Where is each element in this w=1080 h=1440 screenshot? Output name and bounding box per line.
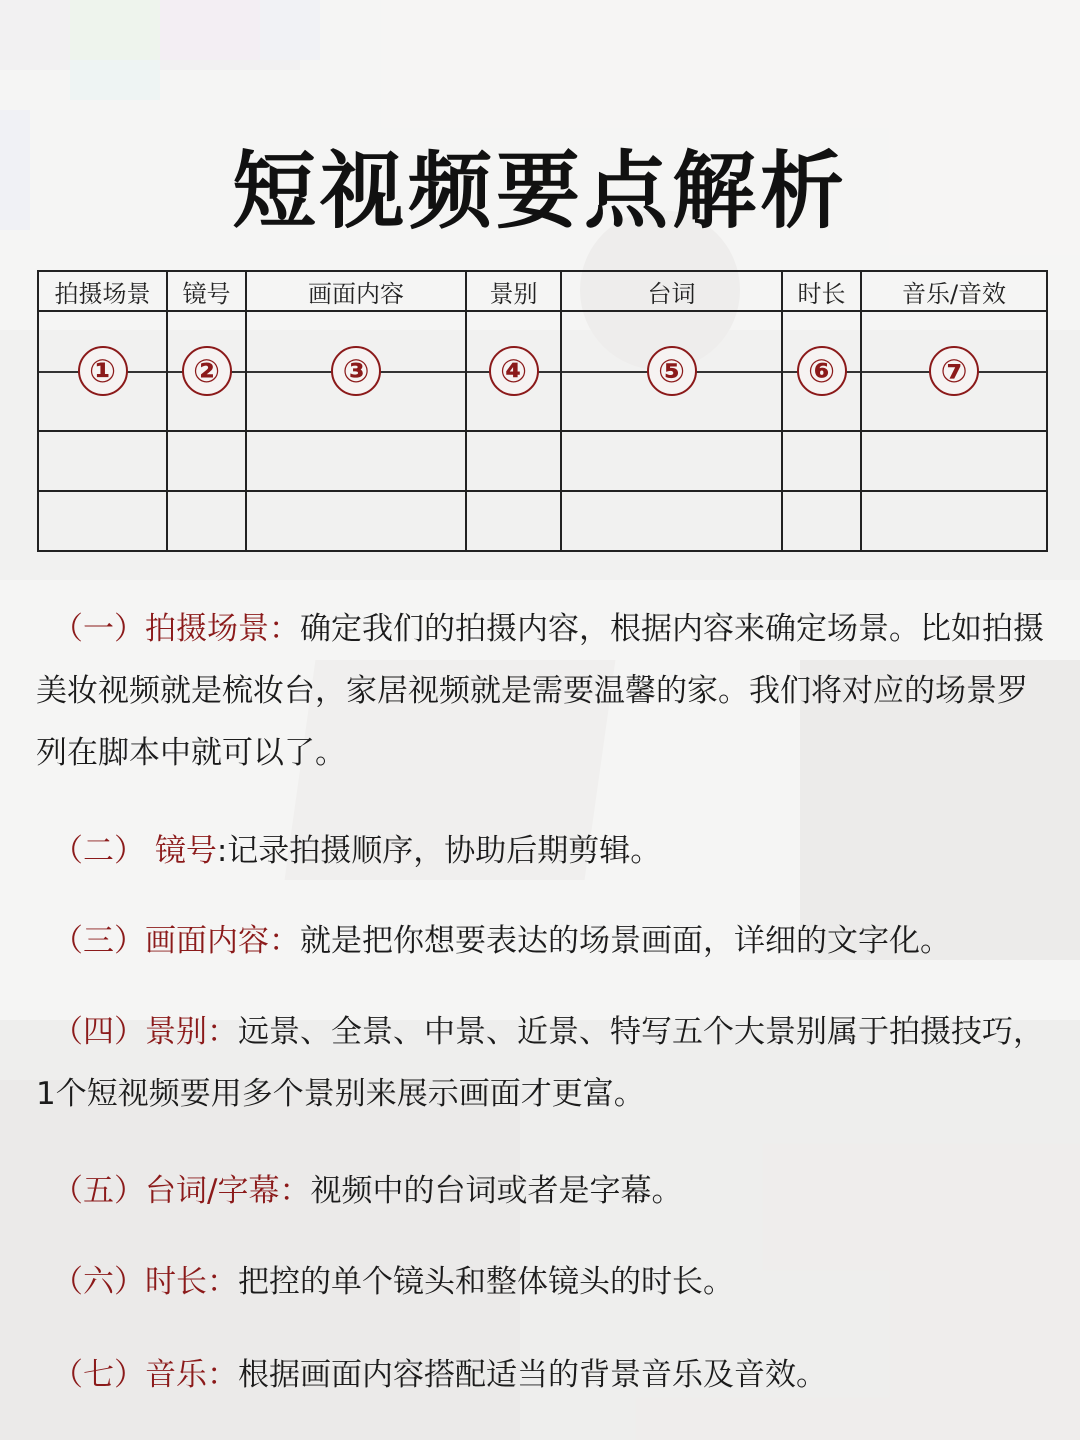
- table-cell: [561, 311, 782, 431]
- header-duration: 时长: [782, 271, 861, 311]
- note-text: 把控的单个镜头和整体镜头的时长。: [238, 1264, 734, 1300]
- marker-6: ⑥: [797, 346, 847, 396]
- table-header-row: [38, 271, 1047, 311]
- header-lines: 台词: [561, 271, 782, 311]
- header-picture-content: 画面内容: [246, 271, 466, 311]
- table-cell: [782, 491, 861, 551]
- table-cell: [861, 311, 1047, 431]
- note-label: （五）台词/字幕：: [52, 1173, 311, 1209]
- marker-3: ③: [331, 346, 381, 396]
- table-cell: [167, 491, 246, 551]
- marker-2: ②: [182, 346, 232, 396]
- note-label: （二） 镜号: [52, 833, 217, 869]
- table-cell: [782, 311, 861, 431]
- note-shot-number: [36, 820, 661, 882]
- note-label: （六）时长：: [52, 1264, 238, 1300]
- header-music-sfx: 音乐/音效: [861, 271, 1047, 311]
- table-cell: [167, 431, 246, 491]
- table-cell: [466, 491, 561, 551]
- table-cell: [167, 311, 246, 431]
- note-text: :记录拍摄顺序，协助后期剪辑。: [216, 833, 662, 869]
- script-template-table: [37, 270, 1048, 552]
- note-label: （四）景别：: [52, 1014, 238, 1050]
- table-cell: [861, 491, 1047, 551]
- table-cell: [38, 431, 167, 491]
- note-text: 远景、全景、中景、近景、特写五个大景别属于拍摄技巧，1个短视频要用多个景别来展示画面才更富。: [36, 1014, 1044, 1112]
- table-cell: [561, 431, 782, 491]
- table-cell: [561, 491, 782, 551]
- note-picture-content: [36, 910, 951, 972]
- marker-1: ①: [78, 346, 128, 396]
- table-cell: [246, 491, 466, 551]
- table-cell: [782, 431, 861, 491]
- marker-7: ⑦: [929, 346, 979, 396]
- table-cell: [38, 491, 167, 551]
- page-title: 短视频要点解析: [231, 142, 848, 241]
- note-shooting-scene: [36, 598, 1048, 784]
- note-label: （三）画面内容：: [52, 923, 300, 959]
- marker-4: ④: [489, 346, 539, 396]
- table-row: [38, 431, 1047, 491]
- note-text: 根据画面内容搭配适当的背景音乐及音效。: [238, 1357, 827, 1393]
- note-duration: [36, 1251, 734, 1313]
- note-music: [36, 1344, 827, 1406]
- note-label: （七）音乐：: [52, 1357, 238, 1393]
- note-text: 确定我们的拍摄内容，根据内容来确定场景。比如拍摄美妆视频就是梳妆台，家居视频就是需要温馨的家。我们将对应的场景罗列在脚本中就可以了。: [36, 611, 1044, 771]
- table-cell: [246, 431, 466, 491]
- header-shot-size: 景别: [466, 271, 561, 311]
- table-cell: [466, 431, 561, 491]
- note-shot-size: [36, 1001, 1048, 1125]
- header-shooting-scene: 拍摄场景: [38, 271, 167, 311]
- table-cell: [38, 311, 167, 431]
- table-row: [38, 491, 1047, 551]
- table-cell: [861, 431, 1047, 491]
- table-cell: [466, 311, 561, 431]
- header-shot-number: 镜号: [167, 271, 246, 311]
- marker-5: ⑤: [647, 346, 697, 396]
- table-cell: [246, 311, 466, 431]
- note-text: 就是把你想要表达的场景画面，详细的文字化。: [300, 923, 951, 959]
- note-text: 视频中的台词或者是字幕。: [310, 1173, 683, 1209]
- note-lines-subtitles: [36, 1160, 682, 1222]
- table-row: [38, 311, 1047, 431]
- note-label: （一）拍摄场景：: [52, 611, 300, 647]
